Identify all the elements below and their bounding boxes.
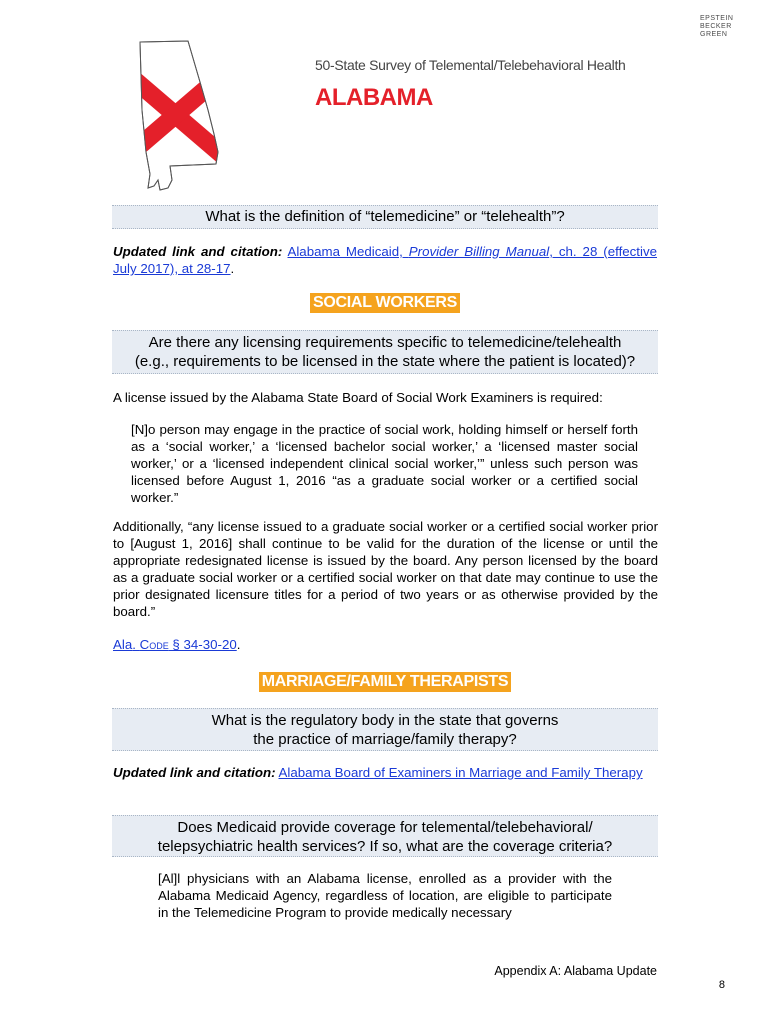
social-additional: Additionally, “any license issued to a graduate social worker or a certified social worker prior to [August 1, 2016] shall continue to be valid for the duration of the license or until the appropriate redesignated license is issued by the board. Any person licensed by the board as a graduate social worker or a certified social worker on that date may continue to use the prior designated licensure titles for a period of two years or as otherwise provided by the board.” [113, 519, 658, 619]
ala-code-citation [113, 636, 413, 653]
medicaid-manual-link[interactable]: Alabama Medicaid, Provider Billing Manual, ch. 28 (effective July 2017), at 28-17 [113, 244, 657, 276]
state-title: ALABAMA [315, 84, 433, 111]
social-intro: A license issued by the Alabama State Board of Social Work Examiners is required: [113, 390, 603, 405]
question-box-definition [112, 205, 658, 229]
question-box-licensing [112, 330, 658, 374]
question-line-2: (e.g., requirements to be licensed in the state where the patient is located)? [134, 353, 636, 370]
question-line-1: What is the regulatory body in the state that governs [211, 712, 559, 729]
logo-line-2: BECKER [700, 23, 732, 30]
updated-label: Updated link and citation: [113, 244, 283, 259]
question-line-1: Are there any licensing requirements specific to telemedicine/telehealth [148, 334, 622, 351]
medicaid-quote: [Al]l physicians with an Alabama license, enrolled as a provider with the Alabama Medicaid Agency, regardless of location, are eligible to participate in the Telemedicine Program to provide medically necessary [158, 871, 612, 920]
social-quote: [N]o person may engage in the practice of social work, holding himself or herself forth as a ‘social worker,’ a ‘licensed bachelor social worker,’ a ‘licensed master social worker,’ or a ‘licensed independent clinical social worker,’” unless such person was licensed before August 1, 2016 “as a graduate social worker or a certified social worker.” [131, 422, 638, 505]
epstein-becker-green-logo [700, 15, 760, 39]
citation-end: . [230, 261, 235, 276]
updated-label: Updated link and citation: [113, 765, 276, 780]
question-line-2: the practice of marriage/family therapy? [253, 731, 517, 748]
question-line-2: telepsychiatric health services? If so, what are the coverage criteria? [157, 838, 613, 855]
section-heading-social-workers [0, 293, 770, 313]
logo-line-3: GREEN [700, 31, 728, 38]
section-title: SOCIAL WORKERS [310, 293, 460, 313]
section-title: MARRIAGE/FAMILY THERAPISTS [259, 672, 511, 692]
ala-code-link[interactable]: Ala. Code § 34-30-20 [113, 637, 237, 652]
survey-title: 50-State Survey of Telemental/Telebehavioral Health [315, 57, 626, 73]
question-line-1: Does Medicaid provide coverage for telemental/telebehavioral/ [177, 819, 593, 836]
page-number: 8 [718, 979, 725, 991]
updated-citation-2 [113, 764, 657, 781]
logo-line-1: EPSTEIN [700, 15, 734, 22]
mft-board-link[interactable]: Alabama Board of Examiners in Marriage and Family Therapy [278, 765, 643, 780]
footer-text: Appendix A: Alabama Update [494, 964, 657, 978]
question-box-medicaid [112, 815, 658, 857]
section-heading-mft [0, 672, 770, 692]
alabama-map-icon [128, 40, 236, 196]
question-box-regulatory-body [112, 708, 658, 751]
citation-end: . [236, 637, 241, 652]
question-text: What is the definition of “telemedicine” or “telehealth”? [205, 208, 565, 225]
updated-citation-1 [113, 243, 657, 277]
